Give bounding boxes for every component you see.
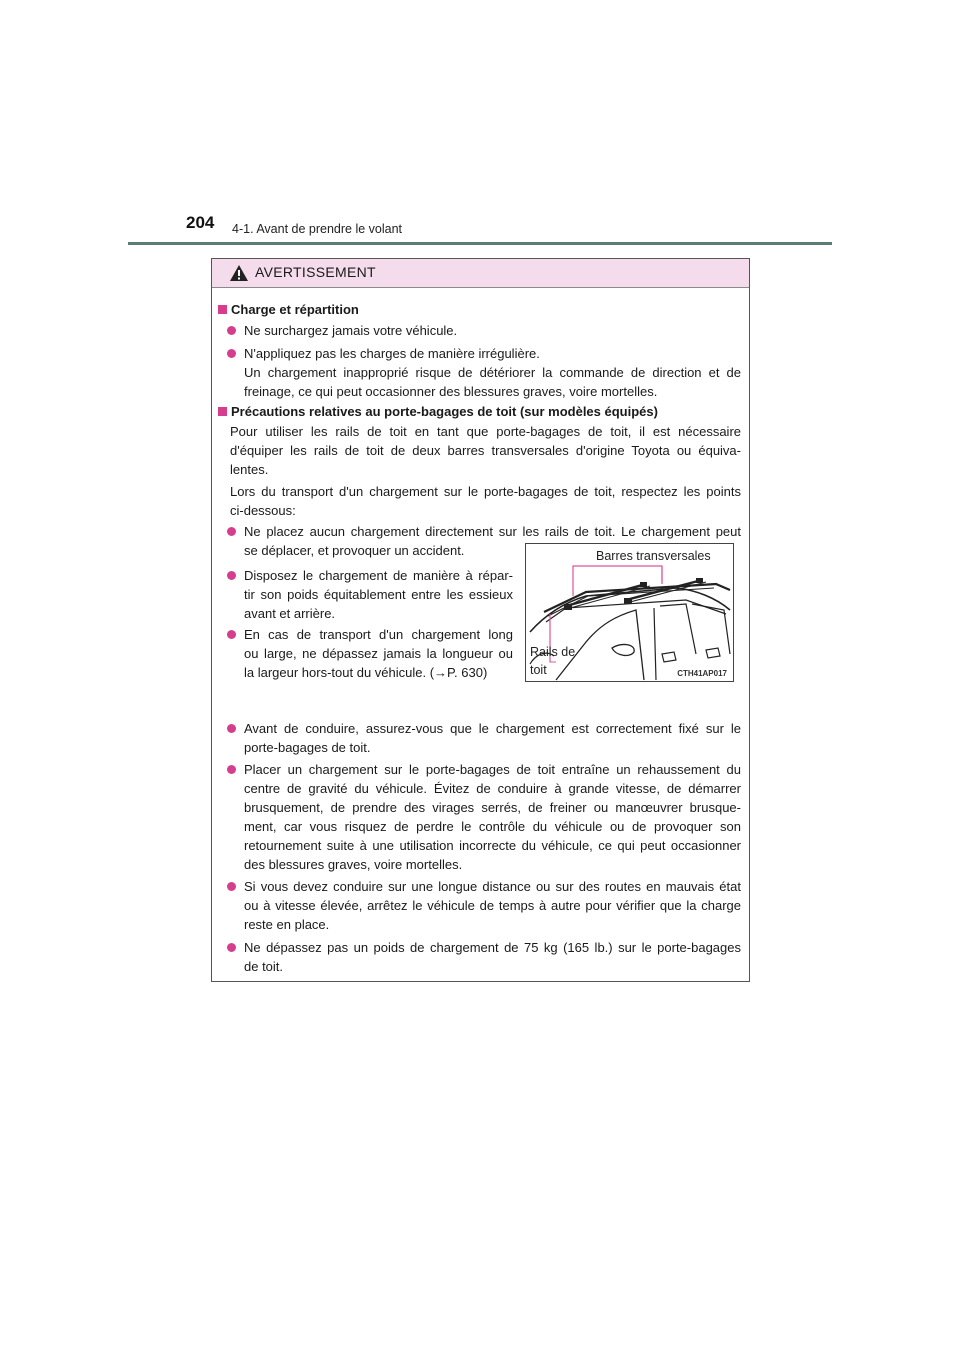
section-title: 4-1. Avant de prendre le volant — [232, 222, 403, 236]
bullet-line: ou large, ne dépassez jamais la longueur ou — [244, 646, 513, 661]
bullet-line: retournement suite à une utilisation incorrecte du véhicule, ce qui peut occasionner — [244, 838, 741, 853]
section-heading-charge — [218, 300, 359, 319]
list-item — [227, 938, 741, 976]
para-line: Pour utiliser les rails de toit en tant que porte-bagages de toit, il est nécessaire — [230, 424, 741, 439]
square-bullet-icon — [218, 407, 227, 416]
list-item — [227, 760, 741, 874]
bullet-line: Ne surchargez jamais votre véhicule. — [244, 323, 458, 338]
bullet-line: Placer un chargement sur le porte-bagages de toit entraîne un rehaussement du — [244, 762, 741, 777]
warning-header — [212, 259, 749, 288]
bullet-line: Ne placez aucun chargement directement sur les rails de toit. Le chargement peut — [244, 524, 741, 539]
bullet-dot-icon — [227, 527, 236, 536]
bullet-line: porte-bagages de toit. — [244, 740, 371, 755]
bullet-line: Si vous devez conduire sur une longue distance ou sur des routes en mauvais état — [244, 879, 741, 894]
warning-box — [211, 258, 750, 982]
para-line: ci-dessous: — [230, 503, 296, 518]
figure-code: CTH41AP017 — [677, 669, 727, 678]
bullet-line: En cas de transport d'un chargement long — [244, 627, 513, 642]
bullet-line: brusquement, de prendre des virages serrés, de freiner ou manœuvrer brusque- — [244, 800, 741, 815]
heading-text: Précautions relatives au porte-bagages de toit (sur modèles équipés) — [231, 404, 658, 419]
bullet-line: centre de gravité du véhicule. Évitez de conduire à grande vitesse, de démarrer — [244, 781, 741, 796]
bullet-line: de toit. — [244, 959, 284, 974]
paragraph — [230, 482, 741, 520]
bullet-line: Ne dépassez pas un poids de chargement de 75 kg (165 lb.) sur le porte-bagages — [244, 940, 741, 955]
list-item — [227, 877, 741, 934]
header-rule — [128, 242, 832, 245]
list-item — [227, 719, 741, 757]
para-line: Lors du transport d'un chargement sur le porte-bagages de toit, respectez les points — [230, 484, 741, 499]
bullet-line: N'appliquez pas les charges de manière irrégulière. — [244, 346, 540, 361]
warning-triangle-icon — [229, 264, 249, 282]
heading-text: Charge et répartition — [231, 302, 359, 317]
bullet-dot-icon — [227, 630, 236, 639]
bullet-line: se déplacer, et provoquer un accident. — [244, 543, 465, 558]
label-roof-rails-2: toit — [530, 663, 547, 677]
paragraph — [230, 422, 741, 479]
bullet-line: des blessures graves, voire mortelles. — [244, 857, 463, 872]
square-bullet-icon — [218, 305, 227, 314]
bullet-line: avant et arrière. — [244, 606, 336, 621]
bullet-line: la largeur hors-tout du véhicule. (→P. 630) — [244, 665, 488, 680]
label-cross-bars: Barres transversales — [596, 549, 711, 563]
page-number: 204 — [186, 213, 215, 232]
roof-rack-figure — [525, 543, 734, 682]
bullet-dot-icon — [227, 943, 236, 952]
bullet-line: Un chargement inapproprié risque de détériorer la commande de direction et de — [244, 365, 741, 380]
bullet-line: reste en place. — [244, 917, 330, 932]
bullet-dot-icon — [227, 724, 236, 733]
bullet-dot-icon — [227, 326, 236, 335]
list-item — [227, 625, 513, 682]
bullet-line: tir son poids équitablement entre les essieux — [244, 587, 513, 602]
label-roof-rails-1: Rails de — [530, 645, 576, 659]
bullet-line: Disposez le chargement de manière à répar- — [244, 568, 513, 583]
bullet-dot-icon — [227, 571, 236, 580]
bullet-line: ment, car vous risquez de perdre le contrôle du véhicule ou de provoquer son — [244, 819, 741, 834]
bullet-line: ou à vitesse élevée, arrêtez le véhicule de temps à autre pour vérifier que la charge — [244, 898, 741, 913]
bullet-dot-icon — [227, 882, 236, 891]
bullet-dot-icon — [227, 349, 236, 358]
warning-title: AVERTISSEMENT — [255, 264, 376, 280]
para-line: d'équiper les rails de toit de deux barres transversales d'origine Toyota ou équiva- — [230, 443, 741, 458]
bullet-line: Avant de conduire, assurez-vous que le chargement est correctement fixé sur le — [244, 721, 741, 736]
section-heading-roof-rack — [218, 402, 658, 421]
para-line: lentes. — [230, 462, 269, 477]
bullet-line: freinage, ce qui peut occasionner des blessures graves, voire mortelles. — [244, 384, 658, 399]
list-item — [227, 321, 741, 340]
list-item — [227, 566, 513, 623]
bullet-dot-icon — [227, 765, 236, 774]
list-item — [227, 344, 741, 401]
